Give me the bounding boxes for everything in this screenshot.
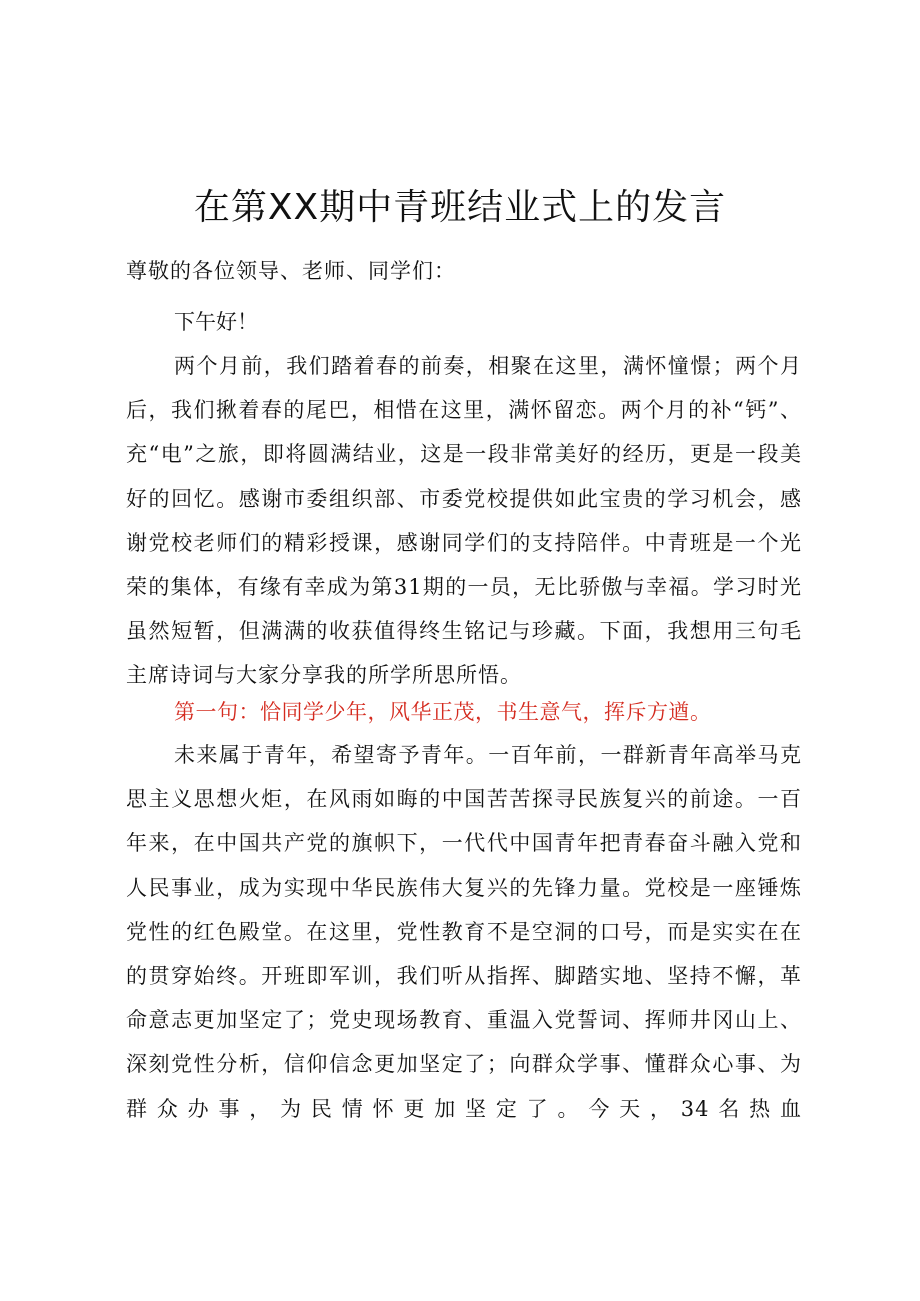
salutation: 尊敬的各位领导、老师、同学们： — [126, 259, 456, 283]
paragraph-2 — [126, 733, 802, 1131]
paragraph-2-text: 未来属于青年，希望寄予青年。一百年前，一群新青年高举马克思主义思想火炬，在风雨如晦的中国苦苦探寻民族复兴的前途。一百年来，在中国共产党的旗帜下，一代代中国青年把青春奋斗融入党和人民事业，成为实现中华民族伟大复兴的先锋力量。党校是一座锤炼党性的红色殿堂。在这里，党性教育不是空洞的口号，而是实实在在的贯穿始终。开班即军训，我们听从指挥、脚踏实地、坚持不懈，革命意志更加坚定了；党史现场教育、重温入党誓词、挥师井冈山上、深刻党性分析，信仰信念更加坚定了；向群众学事、懂群众心事、为群众办事，为民情怀更加坚定了。今天，34名热血 — [126, 743, 802, 1121]
document-title: 在第XX期中青班结业式上的发言 — [193, 187, 727, 228]
section-heading-1: 第一句：恰同学少年，风华正茂，书生意气，挥斥方遒。 — [174, 700, 712, 724]
greeting: 下午好！ — [174, 310, 258, 334]
paragraph-1-text: 两个月前，我们踏着春的前奏，相聚在这里，满怀憧憬；两个月后，我们揪着春的尾巴，相惜在这里，满怀留恋。两个月的补“钙”、充“电”之旅，即将圆满结业，这是一段非常美好的经历，更是一段美好的回忆。感谢市委组织部、市委党校提供如此宝贵的学习机会，感谢党校老师们的精彩授课，感谢同学们的支持陪伴。中青班是一个光荣的集体，有缘有幸成为第31期的一员，无比骄傲与幸福。学习时光虽然短暂，但满满的收获值得终生铭记与珍藏。下面，我想用三句毛主席诗词与大家分享我的所学所思所悟。 — [126, 354, 802, 688]
paragraph-1 — [126, 344, 802, 698]
